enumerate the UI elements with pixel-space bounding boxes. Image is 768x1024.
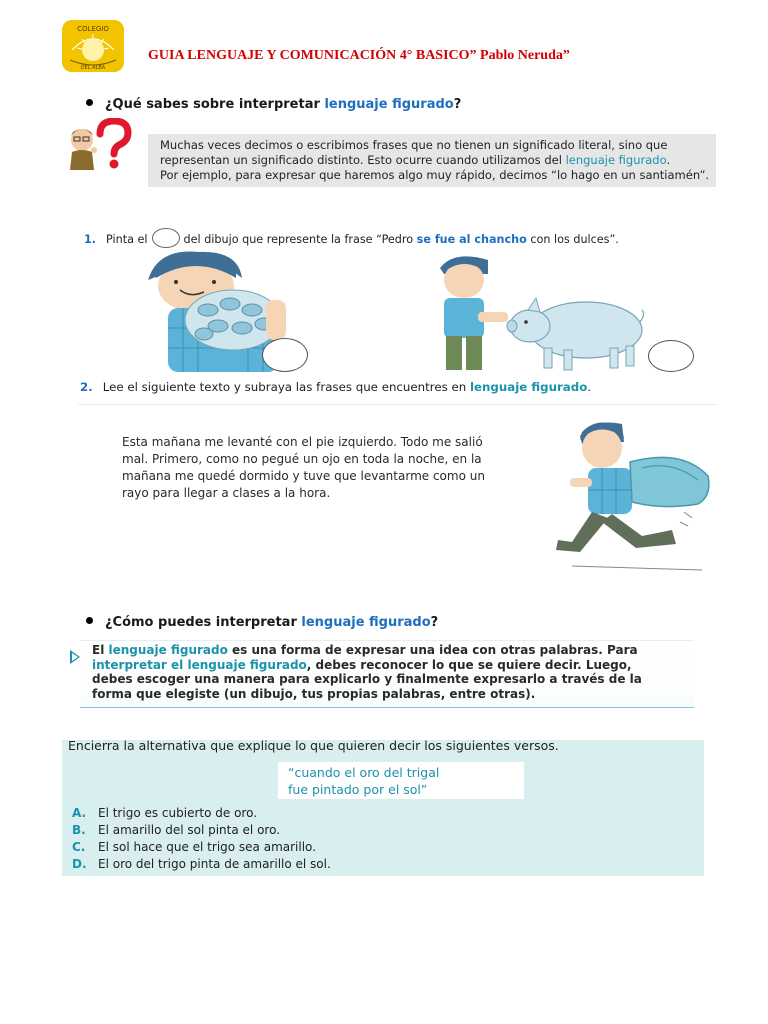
question-mark-icon bbox=[92, 118, 136, 170]
option-b[interactable] bbox=[72, 823, 280, 837]
question-text: ¿Qué sabes sobre interpretar bbox=[105, 97, 325, 112]
explanation-text-part: , debes reconocer lo que se quiere decir. Luego, bbox=[306, 657, 632, 672]
quiz-instruction: Encierra la alternativa que explique lo que quieren decir los siguientes versos. bbox=[68, 738, 559, 753]
intro-highlight: lenguaje figurado bbox=[565, 153, 667, 167]
activity-text: . bbox=[587, 380, 592, 394]
svg-text:COLEGIO: COLEGIO bbox=[77, 25, 109, 33]
explanation-text-part: es una forma de expresar una idea con otras palabras. Para bbox=[227, 643, 638, 657]
story-line: Esta mañana me levanté con el pie izquierdo. Todo me salió bbox=[122, 435, 483, 449]
story-text bbox=[122, 434, 510, 502]
school-logo bbox=[62, 20, 124, 72]
explanation-text-part: El bbox=[92, 643, 109, 657]
page-title: GUIA LENGUAJE Y COMUNICACIÓN 4° BASICO” Pablo Neruda” bbox=[148, 48, 570, 63]
bullet-icon bbox=[86, 99, 93, 106]
verse-line: “cuando el oro del trigal bbox=[288, 765, 440, 780]
running-boy-icon bbox=[552, 418, 718, 578]
option-letter: B. bbox=[72, 823, 86, 837]
explanation-line: debes escoger una manera para explicarlo y finalmente expresarlo a través de la bbox=[92, 672, 642, 686]
activity-highlight: se fue al chancho bbox=[416, 233, 527, 246]
option-text: El sol hace que el trigo sea amarillo. bbox=[98, 840, 317, 854]
divider bbox=[78, 404, 716, 405]
option-text: El amarillo del sol pinta el oro. bbox=[98, 823, 281, 837]
activity-2-instruction bbox=[80, 380, 591, 394]
activity-number: 1. bbox=[84, 233, 97, 246]
thinking-boy-illustration bbox=[62, 118, 140, 170]
intro-line-suffix: . bbox=[666, 153, 671, 167]
section-question-2 bbox=[86, 615, 438, 630]
circle-icon bbox=[152, 228, 180, 248]
activity-text: Lee el siguiente texto y subraya las frases que encuentres en bbox=[102, 380, 470, 394]
arrow-right-icon-inner bbox=[72, 653, 78, 661]
explanation-highlight: lenguaje figurado bbox=[108, 643, 228, 657]
question-highlight: lenguaje figurado bbox=[301, 615, 431, 630]
explanation-text bbox=[92, 643, 692, 701]
verse-line: fue pintado por el sol” bbox=[288, 782, 428, 797]
intro-line bbox=[160, 153, 709, 168]
explanation-line: forma que elegiste (un dibujo, tus propias palabras, entre otras). bbox=[92, 686, 536, 701]
activity-1-instruction bbox=[84, 228, 619, 248]
explanation-line bbox=[92, 658, 692, 673]
story-line: mal. Primero, como no pegué un ojo en toda la noche, en la bbox=[122, 452, 482, 466]
answer-circle-2[interactable] bbox=[648, 340, 694, 372]
option-c[interactable] bbox=[72, 840, 316, 854]
section-question-1 bbox=[86, 97, 461, 112]
explanation-highlight: interpretar el lenguaje figurado bbox=[92, 657, 307, 672]
option-text: El oro del trigo pinta de amarillo el sol. bbox=[98, 857, 331, 871]
intro-line-text: representan un significado distinto. Esto ocurre cuando utilizamos del bbox=[160, 153, 566, 167]
question-text: ¿Cómo puedes interpretar bbox=[105, 615, 302, 630]
activity-text: con los dulces”. bbox=[526, 233, 619, 246]
option-letter: C. bbox=[72, 840, 86, 854]
activity-highlight: lenguaje figurado bbox=[469, 380, 588, 394]
answer-circle-1[interactable] bbox=[262, 338, 308, 372]
question-suffix: ? bbox=[453, 97, 462, 112]
school-crest-icon bbox=[62, 20, 124, 72]
option-letter: D. bbox=[72, 857, 87, 871]
option-d[interactable] bbox=[72, 857, 331, 871]
intro-line: Por ejemplo, para expresar que haremos algo muy rápido, decimos “lo hago en un santiamén”. bbox=[160, 168, 710, 182]
question-suffix: ? bbox=[430, 615, 439, 630]
option-letter: A. bbox=[72, 806, 87, 820]
running-boy-illustration bbox=[552, 418, 718, 578]
activity-text: del dibujo que represente la frase “Pedro bbox=[183, 233, 417, 246]
option-a[interactable] bbox=[72, 806, 257, 820]
story-line: rayo para llegar a clases a la hora. bbox=[122, 486, 331, 500]
question-highlight: lenguaje figurado bbox=[324, 97, 454, 112]
activity-number: 2. bbox=[80, 380, 93, 394]
intro-text bbox=[160, 138, 709, 183]
option-text: El trigo es cubierto de oro. bbox=[98, 806, 258, 820]
pig-icon bbox=[506, 292, 646, 372]
bullet-icon bbox=[86, 617, 93, 624]
pig-illustration bbox=[506, 292, 646, 372]
explanation-line bbox=[92, 643, 692, 658]
story-line: mañana me quedé dormido y tuve que levantarme como un bbox=[122, 469, 485, 483]
intro-line: Muchas veces decimos o escribimos frases que no tienen un significado literal, sino que bbox=[160, 138, 668, 152]
verse-text bbox=[288, 764, 439, 798]
activity-text: Pinta el bbox=[106, 233, 148, 246]
svg-text:DEL ALBA: DEL ALBA bbox=[80, 65, 106, 71]
